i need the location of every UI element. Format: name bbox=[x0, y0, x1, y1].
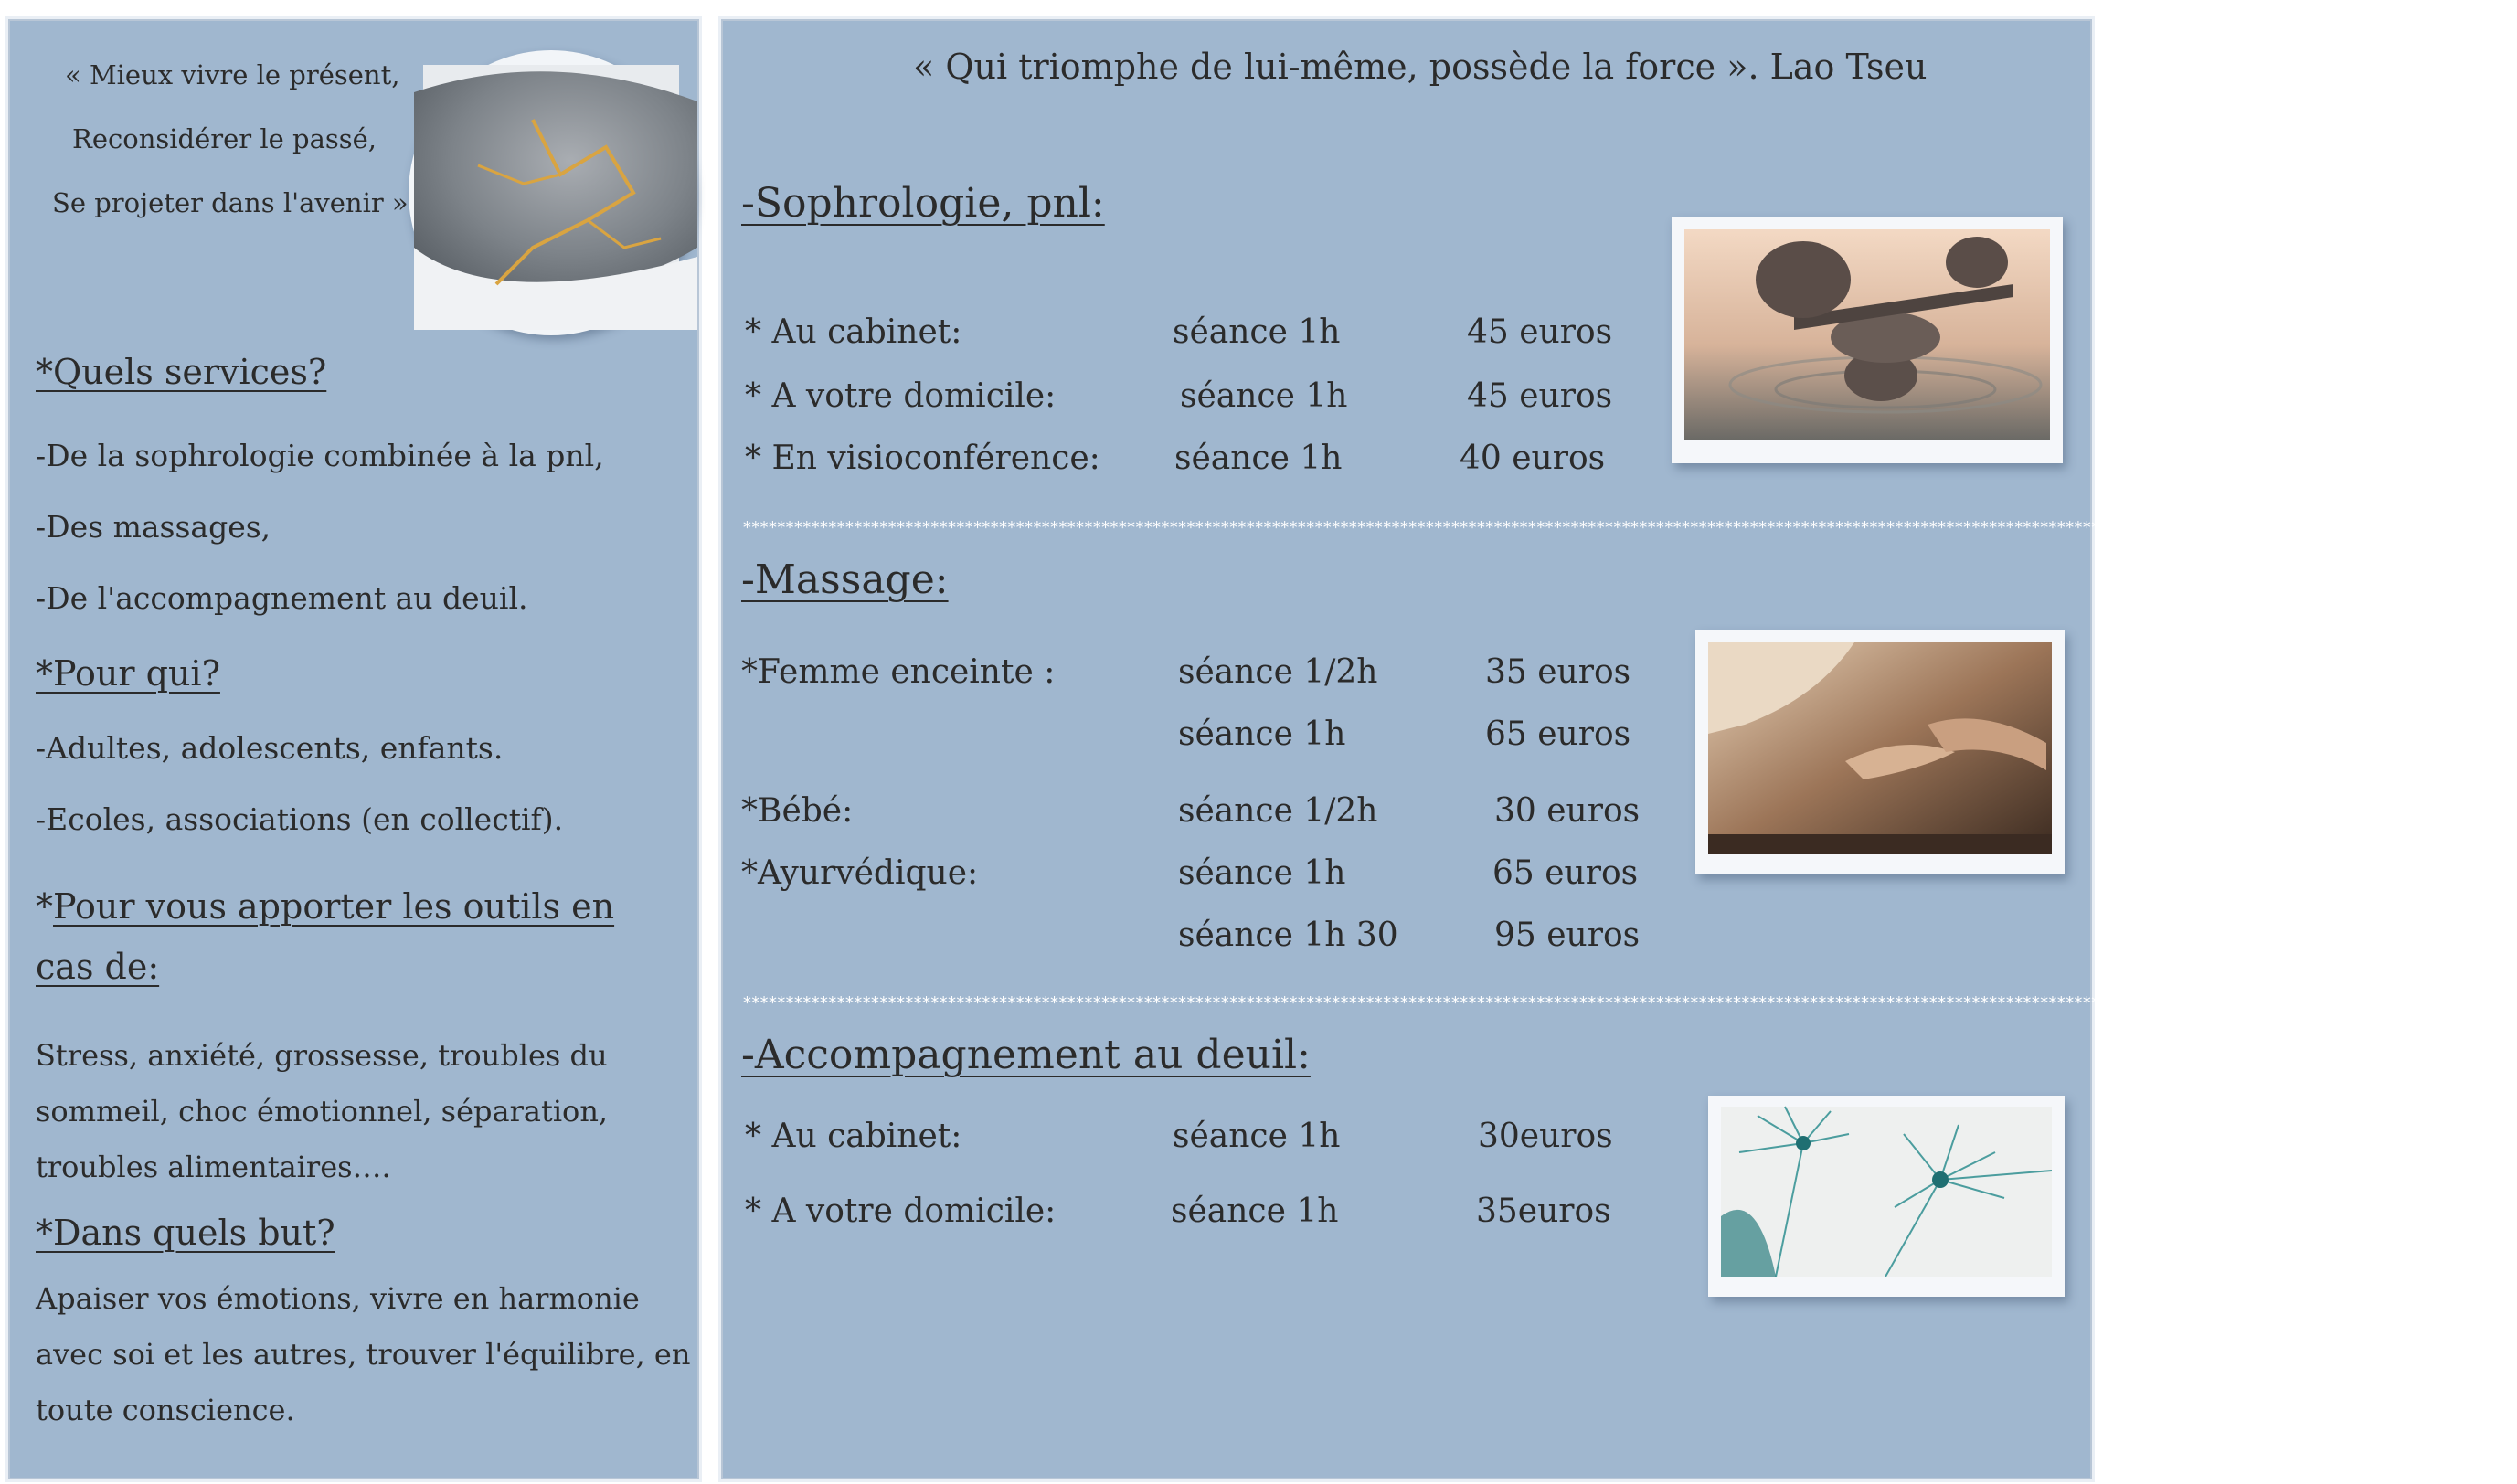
goal-heading: *Dans quels but? bbox=[36, 1213, 335, 1253]
audience-item: -Adultes, adolescents, enfants. bbox=[36, 730, 504, 766]
price-row-session: séance 1/2h bbox=[1178, 792, 1378, 830]
price-row-price: 45 euros bbox=[1467, 313, 1613, 351]
price-row-label: * Au cabinet: bbox=[745, 1118, 962, 1155]
price-row-session: séance 1h bbox=[1173, 313, 1341, 351]
price-row-price: 45 euros bbox=[1467, 377, 1613, 415]
services-item: -Des massages, bbox=[36, 509, 271, 545]
separator: **************************************************************************************************************************************************************************************************************** bbox=[742, 518, 2517, 537]
price-row-session: séance 1h bbox=[1173, 1118, 1341, 1155]
price-row-price: 30 euros bbox=[1494, 792, 1641, 830]
separator: **************************************************************************************************************************************************************************************************************** bbox=[742, 993, 2517, 1012]
balanced-stones-photo bbox=[1672, 217, 2063, 463]
price-row-label: *Bébé: bbox=[741, 792, 854, 830]
motto-line-3: Se projeter dans l'avenir » bbox=[52, 187, 409, 218]
right-panel bbox=[718, 16, 2517, 1482]
price-row-session: séance 1h bbox=[1171, 1192, 1339, 1230]
price-row-session: séance 1h bbox=[1174, 440, 1343, 477]
balanced-stones-image bbox=[1684, 229, 2050, 440]
tools-heading: Pour vous apporter les outils en cas de: bbox=[36, 886, 615, 987]
price-row-price: 35 euros bbox=[1485, 653, 1631, 691]
motto-line-2: Reconsidérer le passé, bbox=[72, 123, 377, 154]
dandelion-photo bbox=[1708, 1096, 2065, 1297]
massage-heading: -Massage: bbox=[741, 556, 949, 603]
kintsugi-bowl-image bbox=[423, 65, 679, 321]
kintsugi-bowl-photo bbox=[409, 50, 694, 335]
services-item: -De la sophrologie combinée à la pnl, bbox=[36, 438, 604, 473]
price-row-label: * A votre domicile: bbox=[745, 377, 1057, 415]
dandelion-image bbox=[1721, 1107, 2052, 1277]
lao-tseu-quote: « Qui triomphe de lui-même, possède la force ». Lao Tseu bbox=[913, 47, 1928, 87]
sophrologie-heading: -Sophrologie, pnl: bbox=[741, 180, 1105, 227]
goal-text: Apaiser vos émotions, vivre en harmonie avec soi et les autres, trouver l'équilibre, en toute conscience. bbox=[36, 1281, 691, 1427]
price-row-price: 40 euros bbox=[1460, 440, 1606, 477]
price-row-price: 65 euros bbox=[1485, 716, 1631, 753]
price-row-price: 35euros bbox=[1476, 1192, 1611, 1230]
price-row-label: * Au cabinet: bbox=[745, 313, 962, 351]
price-row-session: séance 1h 30 bbox=[1178, 917, 1398, 954]
services-item: -De l'accompagnement au deuil. bbox=[36, 580, 528, 616]
tools-text: Stress, anxiété, grossesse, troubles du sommeil, choc émotionnel, séparation, troubles alimentaires…. bbox=[36, 1038, 609, 1184]
price-row-session: séance 1h bbox=[1178, 716, 1346, 753]
audience-heading: *Pour qui? bbox=[36, 653, 220, 694]
price-row-label: * A votre domicile: bbox=[745, 1192, 1057, 1230]
massage-image bbox=[1708, 642, 2052, 854]
price-row-label: *Ayurvédique: bbox=[741, 854, 979, 892]
audience-item: -Ecoles, associations (en collectif). bbox=[36, 801, 564, 837]
price-row-session: séance 1h bbox=[1180, 377, 1348, 415]
tools-heading-block bbox=[36, 876, 666, 997]
price-row-session: séance 1/2h bbox=[1178, 653, 1378, 691]
deuil-heading: -Accompagnement au deuil: bbox=[741, 1032, 1311, 1078]
price-row-price: 65 euros bbox=[1492, 854, 1639, 892]
motto-line-1: « Mieux vivre le présent, bbox=[65, 59, 400, 90]
price-row-price: 95 euros bbox=[1494, 917, 1641, 954]
price-row-session: séance 1h bbox=[1178, 854, 1346, 892]
massage-photo bbox=[1695, 630, 2065, 874]
left-panel bbox=[5, 16, 702, 1482]
services-heading: *Quels services? bbox=[36, 352, 327, 392]
price-row-label: * En visioconférence: bbox=[745, 440, 1100, 477]
price-row-label: *Femme enceinte : bbox=[741, 653, 1056, 691]
price-row-price: 30euros bbox=[1478, 1118, 1613, 1155]
tools-star: * bbox=[36, 886, 53, 927]
